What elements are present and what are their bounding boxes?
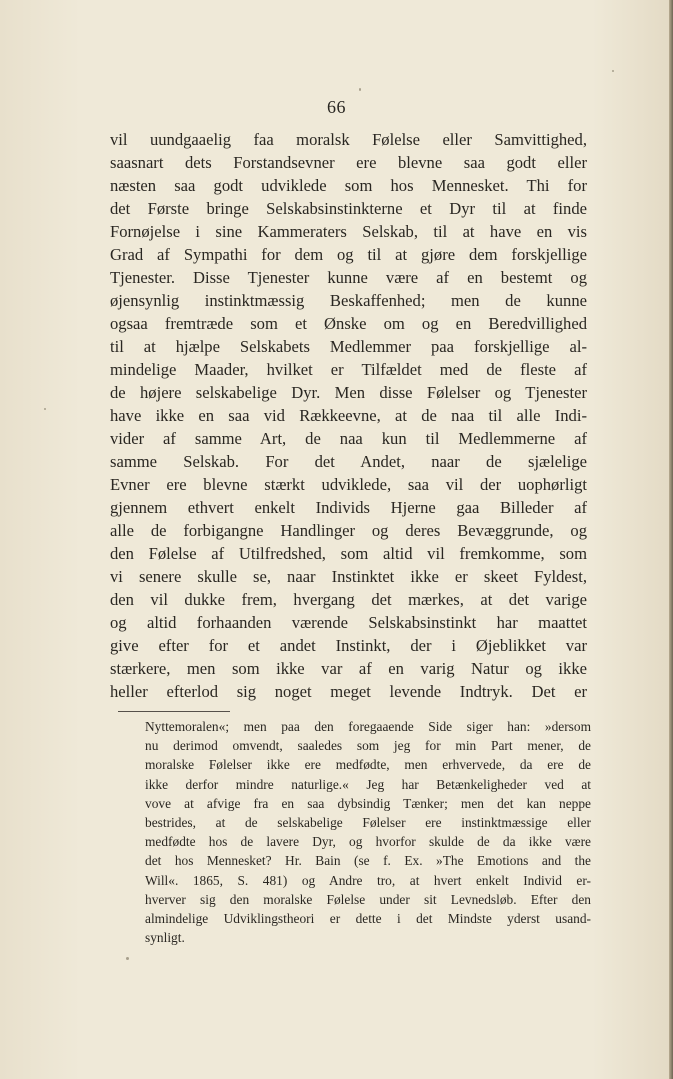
text-line: de højere selskabelige Dyr. Men disse Følelser og Tjenester bbox=[110, 383, 587, 402]
footnote-line: moralske Følelser ikke ere medfødte, men erhvervede, da ere de bbox=[145, 757, 591, 773]
text-line: ogsaa fremtræde som et Ønske om og en Beredvillighed bbox=[110, 314, 587, 333]
footnote-line: det hos Mennesket? Hr. Bain (se f. Ex. »The Emotions and the bbox=[145, 853, 591, 869]
text-line: samme Selskab. For det Andet, naar de sjælelige bbox=[110, 452, 587, 471]
text-line: Grad af Sympathi for dem og til at gjøre dem forskjellige bbox=[110, 245, 587, 264]
text-line: vider af samme Art, de naa kun til Medlemmerne af bbox=[110, 429, 587, 448]
text-line: stærkere, men som ikke var af en varig Natur og ikke bbox=[110, 659, 587, 678]
text-line: og altid forhaanden værende Selskabsinstinkt har maattet bbox=[110, 613, 587, 632]
footnote-line: synligt. bbox=[145, 930, 185, 946]
paper-speck bbox=[359, 88, 361, 91]
paper-speck bbox=[612, 70, 614, 72]
text-line: have ikke en saa vid Rækkeevne, at de naa til alle Indi- bbox=[110, 406, 587, 425]
text-line: gjennem ethvert enkelt Individs Hjerne gaa Billeder af bbox=[110, 498, 587, 517]
footnote-line: Will«. 1865, S. 481) og Andre tro, at hvert enkelt Individ er- bbox=[145, 872, 591, 888]
footnote-line: medfødte hos de lavere Dyr, og hvorfor skulde de da ikke være bbox=[145, 834, 591, 850]
text-line: Tjenester. Disse Tjenester kunne være af en bestemt og bbox=[110, 268, 587, 287]
text-line: vil uundgaaelig faa moralsk Følelse eller Samvittighed, bbox=[110, 130, 587, 149]
main-text bbox=[110, 128, 587, 703]
footnote-line: vove at afvige fra en saa dybsindig Tænker; men det kan neppe bbox=[145, 795, 591, 811]
text-line: det Første bringe Selskabsinstinkterne et Dyr til at finde bbox=[110, 199, 587, 218]
footnote-line: nu derimod omvendt, saaledes som jeg for min Part mener, de bbox=[145, 738, 591, 754]
footnote-line: ikke derfor mindre naturlige.« Jeg har Betænkeligheder ved at bbox=[145, 776, 591, 792]
text-line: alle de forbigangne Handlinger og deres Bevæggrunde, og bbox=[110, 521, 587, 540]
text-line: saasnart dets Forstandsevner ere blevne saa godt eller bbox=[110, 153, 587, 172]
text-line: mindelige Maader, hvilket er Tilfældet med de fleste af bbox=[110, 360, 587, 379]
page-edge bbox=[669, 0, 673, 1079]
paper-speck bbox=[126, 957, 129, 960]
page-number: 66 bbox=[327, 97, 346, 117]
footnote-divider bbox=[118, 711, 230, 712]
text-line: den vil dukke frem, hvergang det mærkes, at det varige bbox=[110, 590, 587, 609]
footnote-line: Nyttemoralen«; men paa den foregaaende Side siger han: »dersom bbox=[145, 719, 591, 734]
footnote-line: hverver sig den moralske Følelse under sit Levnedsløb. Efter den bbox=[145, 891, 591, 907]
text-line: øjensynlig instinktmæssig Beskaffenhed; men de kunne bbox=[110, 291, 587, 310]
text-line: Evner ere blevne stærkt udviklede, saa vil der uophørligt bbox=[110, 475, 587, 494]
footnote bbox=[145, 717, 591, 947]
text-line: den Følelse af Utilfredshed, som altid vil fremkomme, som bbox=[110, 544, 587, 563]
text-line: vi senere skulle se, naar Instinktet ikke er skeet Fyldest, bbox=[110, 567, 587, 586]
paper-speck bbox=[44, 408, 46, 410]
text-line: give efter for et andet Instinkt, der i Øjeblikket var bbox=[110, 636, 587, 655]
footnote-line: bestrides, at de selskabelige Følelser ere instinktmæssige eller bbox=[145, 814, 591, 830]
text-line: heller efterlod sig noget meget levende Indtryk. Det er bbox=[110, 682, 587, 701]
text-line: Fornøjelse i sine Kammeraters Selskab, til at have en vis bbox=[110, 222, 587, 241]
footnote-line: almindelige Udviklingstheori er dette i det Mindste yderst usand- bbox=[145, 910, 591, 926]
text-line: næsten saa godt udviklede som hos Mennesket. Thi for bbox=[110, 176, 587, 195]
text-line: til at hjælpe Selskabets Medlemmer paa forskjellige al- bbox=[110, 337, 587, 356]
